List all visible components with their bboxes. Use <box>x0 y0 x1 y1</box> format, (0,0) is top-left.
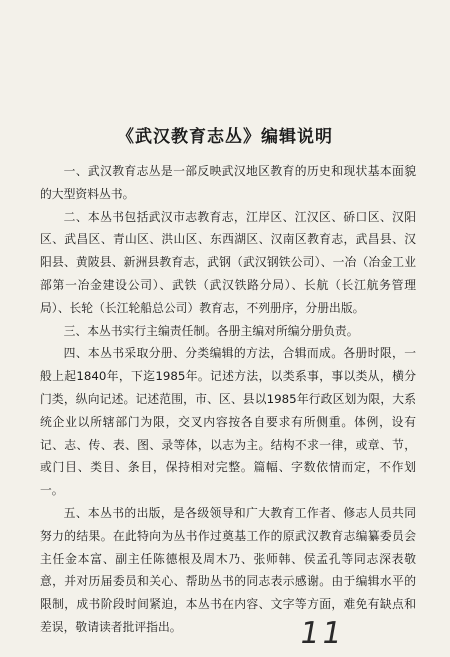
paragraph-2: 二、本丛书包括武汉市志教育志，江岸区、江汉区、硚口区、汉阳区、武昌区、青山区、洪山区、东西湖区、汉南区教育志，武昌县、汉阳县、黄陂县、新洲县教育志，武钢（武汉钢铁公司）、一冶（冶金工业部第一冶金建设公司）、武铁（武汉铁路分局）、长航（长江航务管理局）、长轮（长江轮船总公司）教育志，不列册序，分册出版。 <box>40 209 416 315</box>
paragraph-4: 四、本丛书采取分册、分类编辑的方法，合辑而成。各册时限，一般上起1840年，下迄1985年。记述方法，以类系事，事以类从，横分门类，纵向记述。记述范围，市、区、县以1985年行政区划为限，大系统企业以所辖部门为限，交叉内容按各自要求有所侧重。体例，设有记、志、传、表、图、录等体，以志为主。结构不求一律，或章、节，或门目、类目、条目，保持相对完整。篇幅、字数依情而定，不作划一。 <box>40 346 416 498</box>
paragraph-1: 一、武汉教育志丛是一部反映武汉地区教育的历史和现状基本面貌的大型资料丛书。 <box>40 164 416 201</box>
document-body <box>40 160 416 639</box>
document-title: 《武汉教育志丛》编辑说明 <box>117 127 333 147</box>
paragraph-3: 三、本丛书实行主编责任制。各册主编对所编分册负责。 <box>63 323 359 338</box>
page-number: 11 <box>296 616 348 651</box>
paragraph-5: 五、本丛书的出版，是各级领导和广大教育工作者、修志人员共同努力的结果。在此特向为丛书作过奠基工作的原武汉教育志编纂委员会主任金本富、副主任陈德根及周木乃、张师韩、侯孟孔等同志深表敬意，并对历届委员和关心、帮助丛书的同志表示感谢。由于编辑水平的限制，成书阶段时间紧迫，本丛书在内容、文字等方面，难免有缺点和差误，敬请读者批评指出。 <box>40 505 416 634</box>
